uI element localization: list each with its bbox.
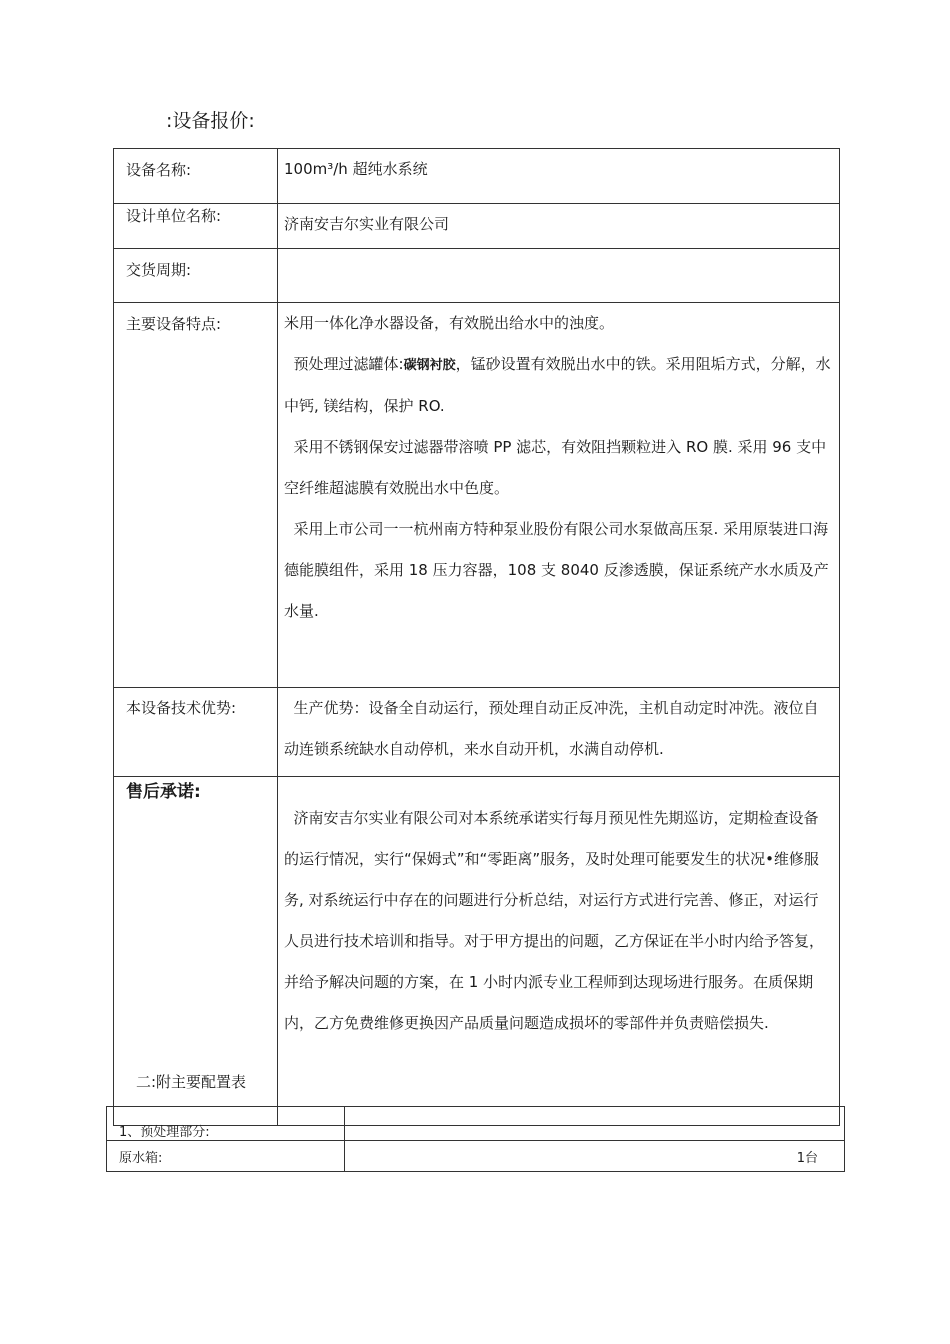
equipment-name-value bbox=[278, 149, 840, 204]
features-paragraph: 采用上市公司一一杭州南方特种泵业股份有限公司水泵做高压泵. 采用原装进口海德能膜组件，采用 18 压力容器，108 支 8040 反渗透膜，保证系统产水水质及产水量. bbox=[284, 520, 829, 620]
features-text: ，锰砂设置有效脱出水中的铁。采用阻垢方式，分解，水中钙, 镁结构，保护 RO. bbox=[284, 355, 831, 415]
advantage-text: 生产优势：设备全自动运行，预处理自动正反冲洗，主机自动定时冲洗。液位自动连锁系统缺水自动停机，来水自动开机，水满自动停机. bbox=[284, 699, 819, 758]
config-item-qty bbox=[345, 1107, 845, 1141]
features-bold-text: 碳钢衬胶 bbox=[403, 358, 456, 373]
advantage-label: 本设备技术优势: bbox=[114, 688, 278, 777]
equipment-name-label: 设备名称: bbox=[114, 149, 278, 204]
features-value bbox=[278, 303, 840, 688]
config-table bbox=[106, 1106, 845, 1172]
config-item-name: 1、预处理部分: bbox=[107, 1107, 345, 1141]
aftersales-value bbox=[278, 777, 840, 1126]
features-label: 主要设备特点: bbox=[114, 303, 278, 688]
config-item-name: 原水箱: bbox=[107, 1141, 345, 1172]
table-row bbox=[107, 1141, 845, 1172]
features-text: 预处理过滤罐体: bbox=[284, 355, 404, 373]
table-row bbox=[114, 149, 840, 204]
page-title: :设备报价: bbox=[166, 110, 255, 132]
equipment-name-text: 100m³/h 超纯水系统 bbox=[284, 160, 428, 178]
delivery-label: 交货周期: bbox=[114, 249, 278, 303]
aftersales-label: 售后承诺: bbox=[114, 777, 278, 1126]
features-paragraph bbox=[284, 344, 833, 427]
config-title: 二:附主要配置表 bbox=[136, 1073, 247, 1091]
delivery-value bbox=[278, 249, 840, 303]
aftersales-text: 济南安吉尔实业有限公司对本系统承诺实行每月预见性先期巡访，定期检查设备的运行情况，实行“保姆式”和“零距离”服务，及时处理可能要发生的状况•维修服务, 对系统运行中存在的问题进行分析总结，对运行方式进行完善、修正，对运行人员进行技术培训和指导。对于甲方提出的问题，乙方保证在半小时内给予答复，并给予解决问题的方案，在 1 小时内派专业工程师到达现场进行服务。在质保期内，乙方免费维修更换因产品质量问题造成损坏的零部件并负责赔偿损失. bbox=[284, 809, 825, 1032]
features-paragraph: 米用一体化净水器设备，有效脱出给水中的浊度。 bbox=[284, 314, 615, 332]
features-paragraph: 采用不锈钢保安过滤器带溶喷 PP 滤芯，有效阻挡颗粒进入 RO 膜. 采用 96 支中空纤维超滤膜有效脱出水中色度。 bbox=[284, 438, 827, 497]
config-item-qty: 1台 bbox=[345, 1141, 845, 1172]
table-row bbox=[114, 688, 840, 777]
designer-value bbox=[278, 204, 840, 249]
table-row bbox=[114, 303, 840, 688]
quote-table bbox=[113, 148, 840, 1126]
designer-label: 设计单位名称: bbox=[114, 204, 278, 249]
table-row bbox=[114, 249, 840, 303]
table-row bbox=[114, 204, 840, 249]
designer-text: 济南安吉尔实业有限公司 bbox=[284, 215, 450, 233]
advantage-value bbox=[278, 688, 840, 777]
table-row bbox=[107, 1107, 845, 1141]
